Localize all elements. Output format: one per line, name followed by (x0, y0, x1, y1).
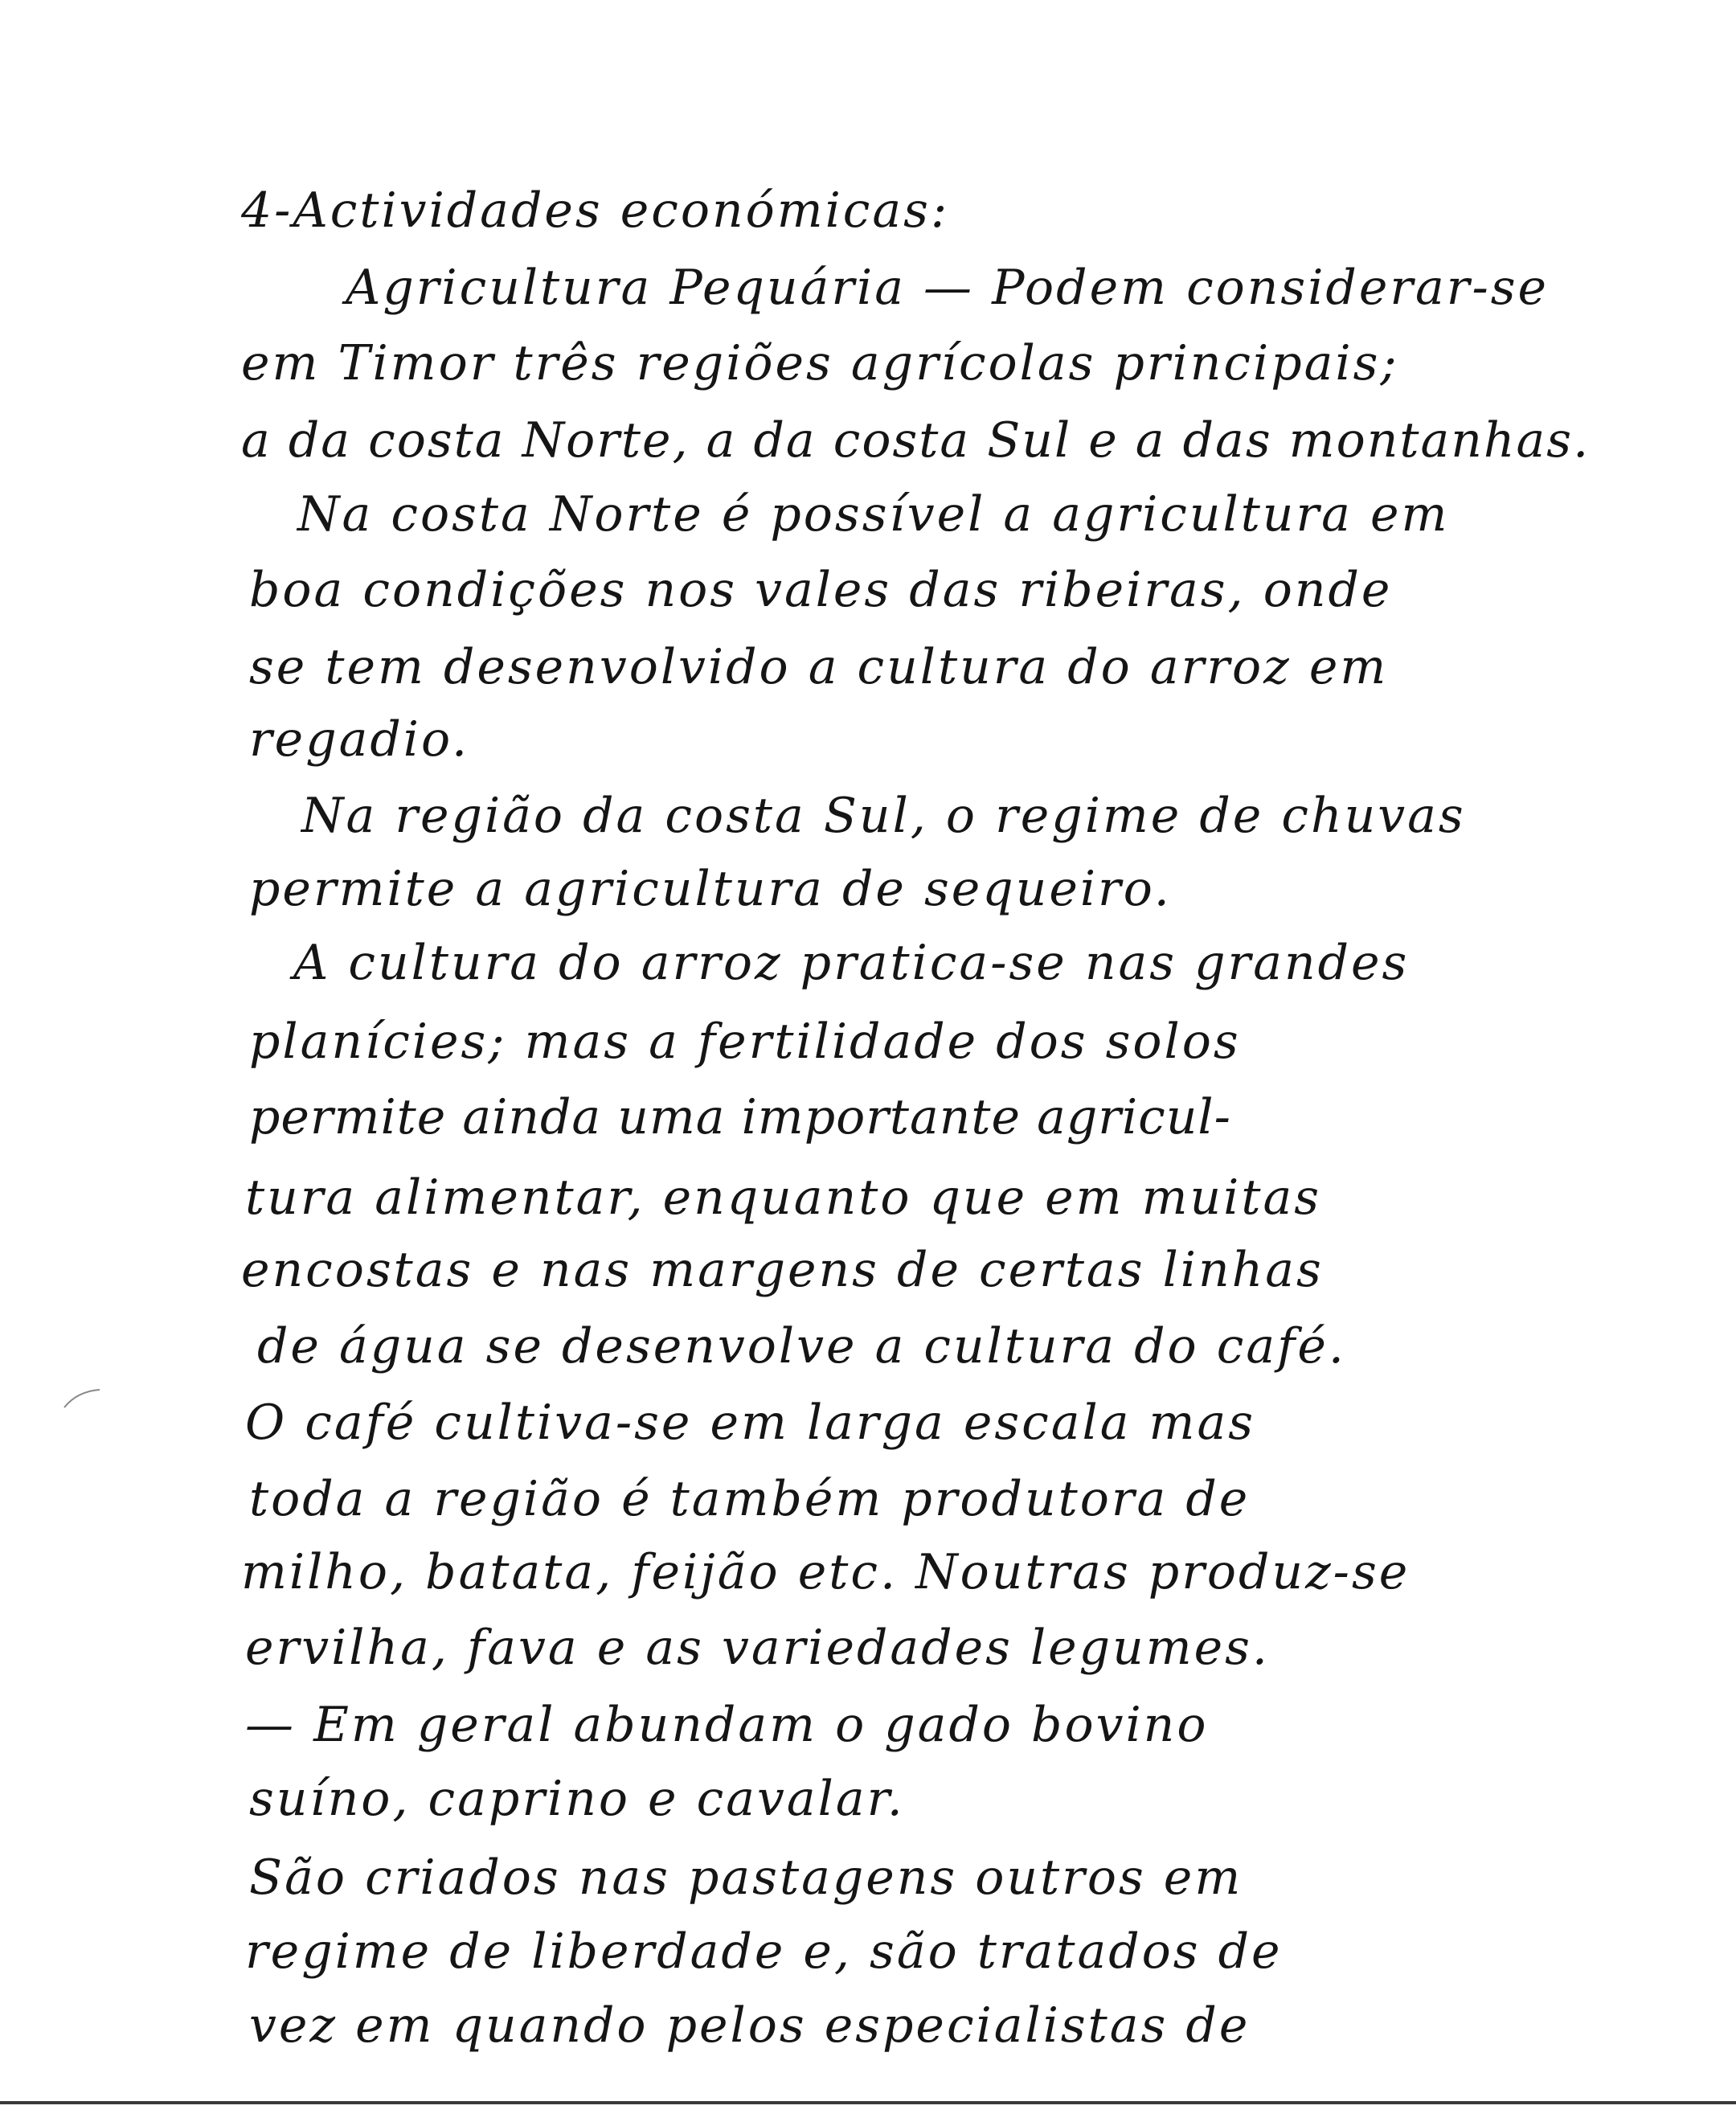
text-line: vez em quando pelos especialistas de (249, 1997, 1251, 2054)
text-line: regadio. (249, 711, 470, 768)
text-line: de água se desenvolve a cultura do café. (257, 1318, 1346, 1374)
heading-line: 4-Actividades económicas: (241, 182, 950, 239)
text-line: suíno, caprino e cavalar. (249, 1771, 905, 1827)
text-line: em Timor três regiões agrícolas principais; (241, 335, 1399, 391)
text-line: Na costa Norte é possível a agricultura em (297, 486, 1450, 543)
text-line: ervilha, fava e as variedades legumes. (245, 1620, 1270, 1676)
text-line: A cultura do arroz pratica-se nas grandes (293, 935, 1410, 991)
text-line: milho, batata, feijão etc. Noutras produz-se (241, 1544, 1410, 1600)
scan-bottom-edge (0, 2101, 1736, 2104)
text-line: permite ainda uma importante agricul- (249, 1089, 1231, 1145)
text-line: O café cultiva-se em larga escala mas (245, 1395, 1256, 1451)
text-line: se tem desenvolvido a cultura do arroz em (249, 639, 1389, 695)
text-line: São criados nas pastagens outros em (249, 1850, 1243, 1906)
text-line: regime de liberdade e, são tratados de (245, 1923, 1283, 1980)
text-line: tura alimentar, enquanto que em muitas (245, 1170, 1322, 1226)
text-line: Na região da costa Sul, o regime de chuvas (301, 788, 1466, 844)
text-line: a da costa Norte, a da costa Sul e a das montanhas. (241, 412, 1591, 469)
text-line: toda a região é também produtora de (249, 1471, 1251, 1527)
margin-scan-mark (61, 1387, 103, 1411)
text-line: boa condições nos vales das ribeiras, onde (249, 562, 1393, 618)
text-line: planícies; mas a fertilidade dos solos (249, 1014, 1241, 1070)
text-line: permite a agricultura de sequeiro. (249, 861, 1172, 917)
text-line: Agricultura Pequária — Podem considerar-se (346, 260, 1550, 316)
text-line: — Em geral abundam o gado bovino (245, 1697, 1209, 1753)
text-line: encostas e nas margens de certas linhas (241, 1242, 1324, 1298)
